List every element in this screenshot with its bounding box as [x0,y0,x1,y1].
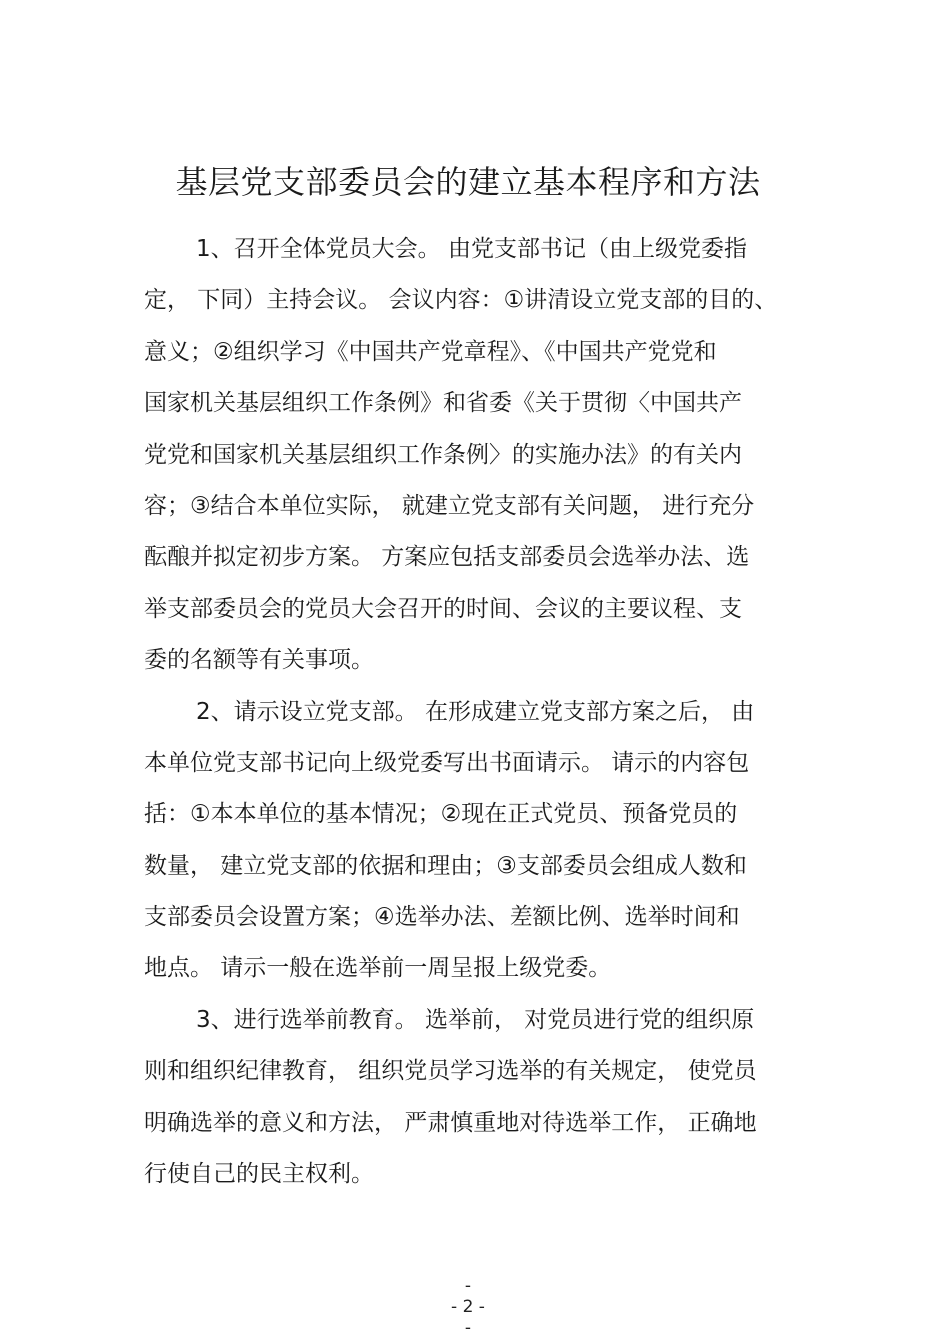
text-line: 3、进行选举前教育。 选举前， 对党员进行党的组织原 [196,1006,755,1033]
text-line: 括：①本本单位的基本情况；②现在正式党员、预备党员的 [144,801,738,828]
document-body [144,224,834,1200]
paragraph-2 [144,687,834,995]
text-line: 党党和国家机关基层组织工作条例〉的实施办法》的有关内 [144,441,742,468]
page-number-dash-bottom: - [464,1318,472,1338]
text-line: 1、召开全体党员大会。 由党支部书记（由上级党委指 [196,236,747,262]
paragraph-3 [144,995,834,1201]
text-line: 意义；②组织学习《中国共产党章程》、《中国共产党党和 [144,338,717,365]
page-number-dash-top: - [464,1276,472,1296]
text-line: 酝酿并拟定初步方案。 方案应包括支部委员会选举办法、选 [144,544,750,571]
text-line: 定， 下同）主持会议。 会议内容：①讲清设立党支部的目的、 [144,287,778,314]
page-number [0,1276,936,1339]
text-line: 2、请示设立党支部。 在形成建立党支部方案之后， 由 [196,698,755,725]
document-title: 基层党支部委员会的建立基本程序和方法 [175,163,761,201]
text-line: 行使自己的民主权利。 [144,1161,374,1188]
text-line: 本单位党支部书记向上级党委写出书面请示。 请示的内容包 [144,749,750,776]
text-line: 容；③结合本单位实际， 就建立党支部有关问题， 进行充分 [144,492,755,519]
text-line: 支部委员会设置方案；④选举办法、差额比例、选举时间和 [144,904,740,931]
text-line: 明确选举的意义和方法， 严肃慎重地对待选举工作， 正确地 [144,1109,757,1136]
text-line: 数量， 建立党支部的依据和理由；③支部委员会组成人数和 [144,852,747,879]
text-line: 举支部委员会的党员大会召开的时间、会议的主要议程、支 [144,595,742,622]
text-line: 国家机关基层组织工作条例》和省委《关于贯彻〈中国共产 [144,390,742,417]
paragraph-1 [144,224,834,687]
text-line: 地点。 请示一般在选举前一周呈报上级党委。 [144,955,612,982]
text-line: 委的名额等有关事项。 [144,647,374,674]
text-line: 则和组织纪律教育， 组织党员学习选举的有关规定， 使党员 [144,1058,757,1085]
page-number-label: - 2 - [451,1297,485,1317]
